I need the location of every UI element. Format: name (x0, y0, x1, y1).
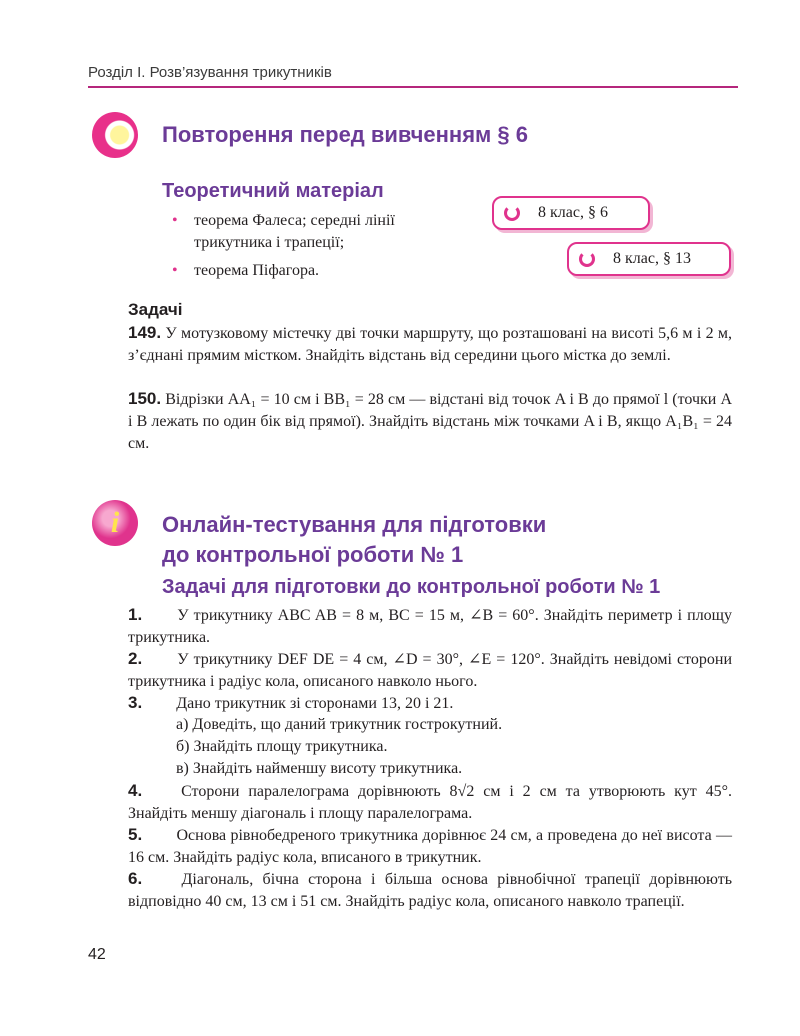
problem-150 (128, 388, 732, 455)
theory-title: Теоретичний матеріал (162, 180, 384, 202)
problem-number: 5. (128, 825, 143, 844)
problem-text: У трикутнику DEF DE = 4 см, ∠D = 30°, ∠E = 120°. Знайдіть невідомі сторони трикутника і радіус кола, описаного навколо нього. (128, 651, 733, 690)
problem-number: 2. (128, 649, 143, 668)
reference-grade8-par6[interactable] (492, 196, 650, 230)
problem-3 (128, 692, 732, 715)
problem-number: 150. (128, 389, 162, 408)
reference-label: 8 клас, § 6 (538, 204, 608, 221)
review-title: Повторення перед вивченням § 6 (162, 122, 529, 147)
problem-3a: а) Доведіть, що даний трикутник гострокутний. (176, 716, 503, 733)
prep-subtitle: Задачі для підготовки до контрольної роботи № 1 (162, 576, 661, 598)
problem-149 (128, 322, 732, 367)
running-header: Розділ І. Розв’язування трикутників (88, 64, 332, 81)
info-section-icon: i (92, 500, 138, 546)
refresh-icon (579, 251, 595, 267)
problem-2 (128, 648, 732, 693)
problem-6 (128, 868, 732, 913)
theory-list (172, 210, 472, 288)
header-rule (88, 86, 738, 88)
problem-number: 6. (128, 869, 143, 888)
theory-bullet: • теорема Фалеса; середні лінії трикутника і трапеції; (172, 210, 472, 254)
online-title-line2: до контрольної роботи № 1 (162, 542, 464, 567)
problem-text: У трикутнику ABC AB = 8 м, BC = 15 м, ∠B = 60°. Знайдіть периметр і площу трикутника. (128, 607, 732, 646)
problem-4 (128, 780, 732, 825)
reference-grade8-par13[interactable] (567, 242, 731, 276)
problem-number: 1. (128, 605, 143, 624)
problem-text: Сторони паралелограма дорівнюють 8√2 см і 2 см та утворюють кут 45°. Знайдіть меншу діагональ і площу паралелограма. (128, 783, 733, 822)
theory-bullet: • теорема Піфагора. (172, 260, 472, 282)
problem-text: У мотузковому містечку дві точки маршруту, що розташовані на висоті 5,6 м і 2 м, з’єднані прямим містком. Знайдіть відстань від середини цього містка до землі. (128, 325, 733, 364)
problem-number: 4. (128, 781, 143, 800)
problem-3c: в) Знайдіть найменшу висоту трикутника. (176, 760, 463, 777)
problem-number: 149. (128, 323, 162, 342)
problem-text: Діагональ, бічна сторона і більша основа рівнобічної трапеції дорівнюють відповідно 40 см, 13 см і 51 см. Знайдіть радіус кола, описаного навколо трапеції. (128, 871, 732, 910)
reference-label: 8 клас, § 13 (613, 250, 691, 267)
problem-text: Відрізки AA₁ = 10 см і BB₁ = 28 см — відстані від точок A і B до прямої l (точки A і B лежать по один бік від прямої). Знайдіть відстань між точками A і B, якщо A₁B₁ = 24 см. (128, 391, 733, 452)
problem-number: 3. (128, 693, 143, 712)
problem-1 (128, 604, 732, 649)
problem-text: Дано трикутник зі сторонами 13, 20 і 21. (176, 695, 454, 712)
problem-3b: б) Знайдіть площу трикутника. (176, 738, 388, 755)
problem-text: Основа рівнобедреного трикутника дорівнює 24 см, а проведена до неї висота — 16 см. Знайдіть радіус кола, вписаного в трикутник. (128, 827, 733, 866)
tasks-title: Задачі (128, 300, 183, 319)
refresh-icon (504, 205, 520, 221)
review-section-icon (92, 112, 138, 158)
problem-5 (128, 824, 732, 869)
online-title-line1: Онлайн-тестування для підготовки (162, 512, 547, 537)
page-number: 42 (88, 946, 106, 963)
